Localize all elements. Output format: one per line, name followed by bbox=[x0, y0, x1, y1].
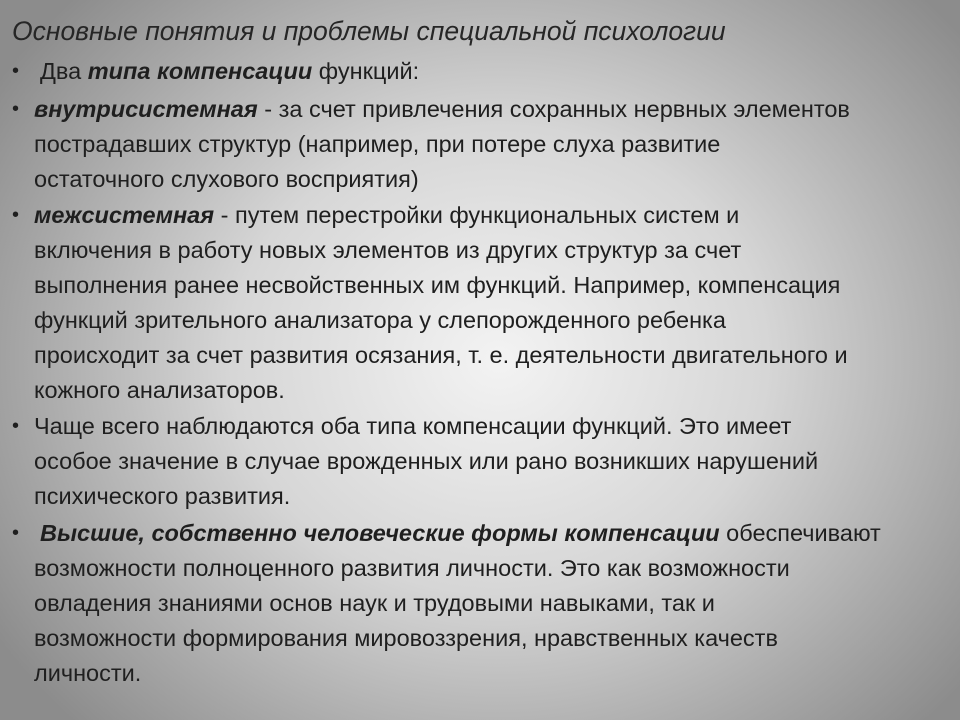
bullet-line: пострадавших структур (например, при потере слуха развитие bbox=[34, 131, 721, 157]
bullet-line bbox=[34, 92, 960, 127]
bullet-line bbox=[34, 516, 960, 551]
bullet-line: возможности полноценного развития личности. Это как возможности bbox=[34, 555, 790, 581]
slide-title: Основные понятия и проблемы специальной психологии bbox=[12, 16, 726, 46]
bullet-icon: • bbox=[12, 204, 20, 226]
bullet-line: психического развития. bbox=[34, 483, 291, 509]
emphasis-text: межсистемная bbox=[34, 202, 215, 228]
emphasis-text: типа компенсации bbox=[87, 58, 313, 84]
bullet-line: функций зрительного анализатора у слепорожденного ребенка bbox=[34, 307, 726, 333]
line-text: обеспечивают bbox=[719, 520, 881, 546]
line-text: функций: bbox=[312, 58, 420, 84]
bullet-list bbox=[0, 54, 960, 691]
emphasis-text: Высшие, собственно человеческие формы компенсации bbox=[40, 520, 720, 546]
bullet-icon: • bbox=[12, 98, 20, 120]
line-text: - за счет привлечения сохранных нервных элементов bbox=[257, 96, 850, 122]
line-text: Два bbox=[40, 58, 88, 84]
bullet-line bbox=[34, 198, 960, 233]
emphasis-text: внутрисистемная bbox=[34, 96, 258, 122]
line-text: - путем перестройки функциональных систем и bbox=[214, 202, 740, 228]
bullet-icon: • bbox=[12, 522, 20, 544]
bullet-line bbox=[34, 54, 960, 89]
bullet-icon: • bbox=[12, 415, 20, 437]
bullet-line: остаточного слухового восприятия) bbox=[34, 166, 419, 192]
bullet-item-compensation-types bbox=[0, 54, 960, 89]
bullet-item-higher-forms bbox=[0, 516, 960, 691]
bullet-item-intersystem bbox=[0, 198, 960, 408]
bullet-line: происходит за счет развития осязания, т. е. деятельности двигательного и bbox=[34, 342, 848, 368]
bullet-line: включения в работу новых элементов из других структур за счет bbox=[34, 237, 742, 263]
bullet-icon: • bbox=[12, 60, 20, 82]
bullet-line: особое значение в случае врожденных или рано возникших нарушений bbox=[34, 448, 819, 474]
bullet-item-intrasystem bbox=[0, 92, 960, 197]
bullet-line: возможности формирования мировоззрения, нравственных качеств bbox=[34, 625, 778, 651]
bullet-line: овладения знаниями основ наук и трудовыми навыками, так и bbox=[34, 590, 715, 616]
bullet-line: личности. bbox=[34, 660, 142, 686]
bullet-line: кожного анализаторов. bbox=[34, 377, 285, 403]
bullet-line: Чаще всего наблюдаются оба типа компенсации функций. Это имеет bbox=[34, 413, 792, 439]
bullet-item-both-types bbox=[0, 409, 960, 514]
bullet-line: выполнения ранее несвойственных им функций. Например, компенсация bbox=[34, 272, 841, 298]
